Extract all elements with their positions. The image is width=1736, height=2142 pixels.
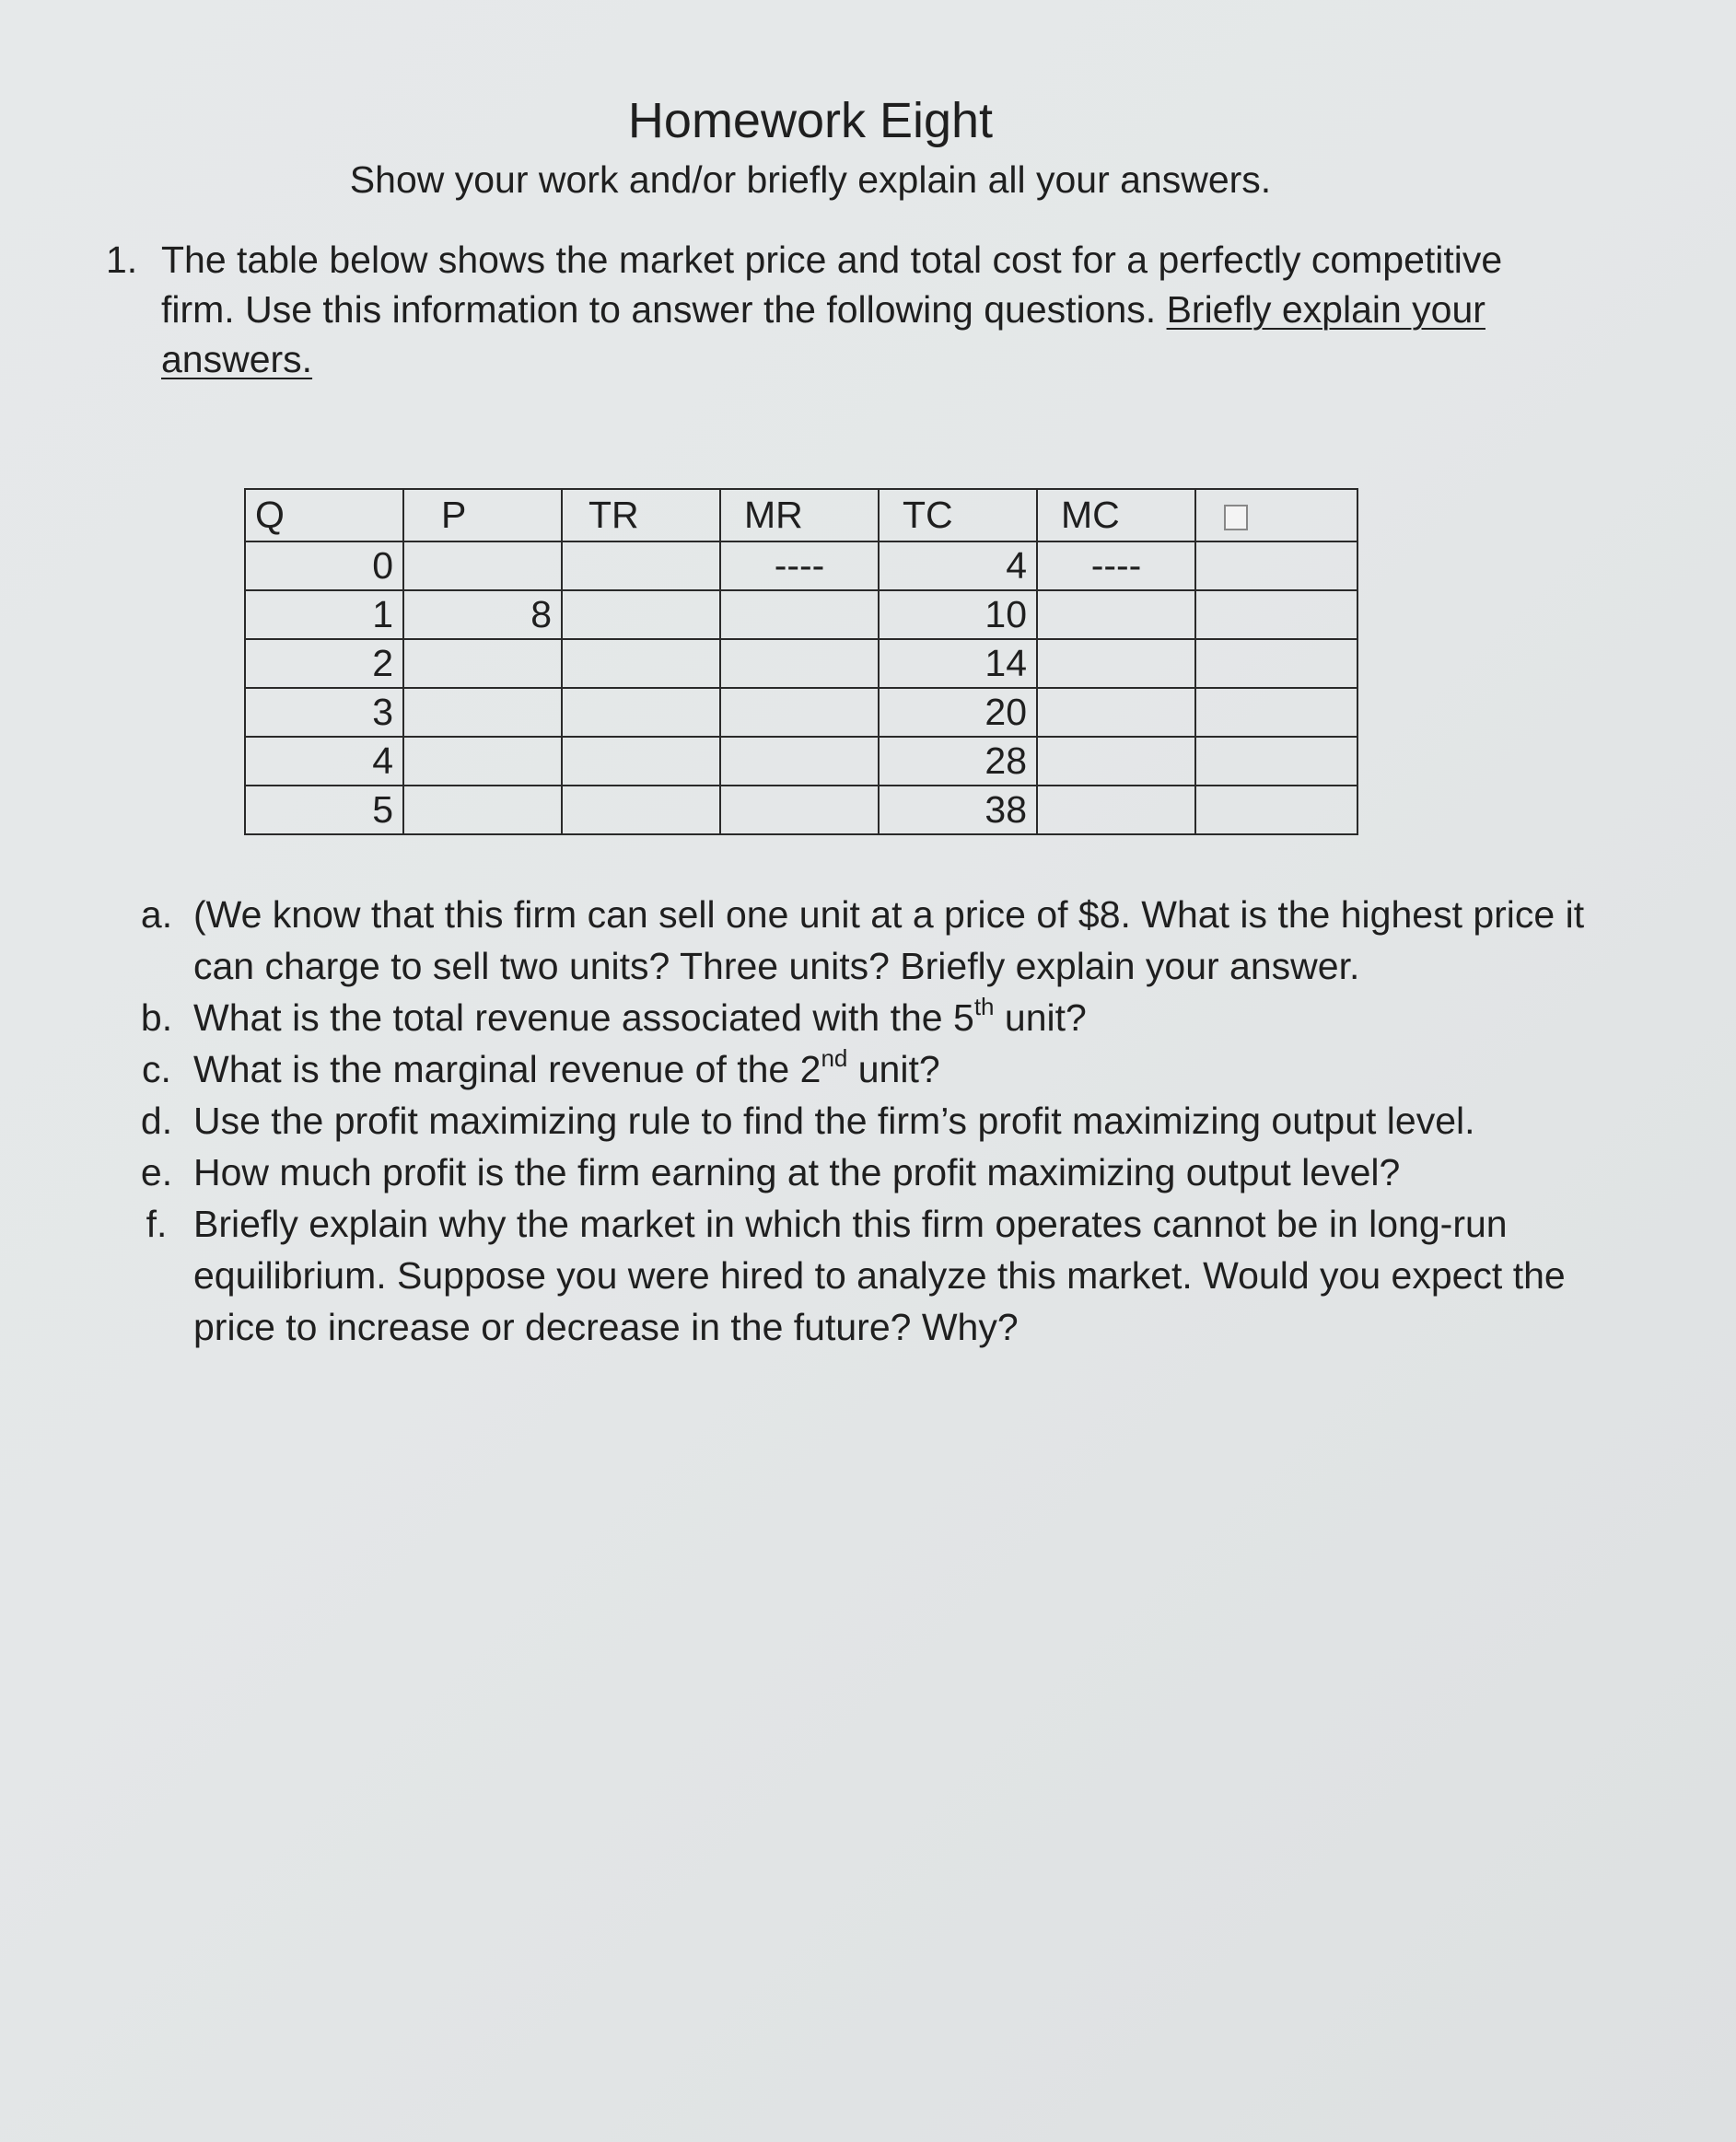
table-row bbox=[245, 541, 1357, 590]
part-text-sup: nd bbox=[821, 1044, 848, 1073]
question-number: 1. bbox=[106, 239, 138, 281]
cell-p bbox=[403, 737, 562, 786]
page-title: Homework Eight bbox=[627, 93, 994, 148]
cell-mr bbox=[720, 688, 879, 737]
question-text: The table below shows the market price and total cost for a perfectly competitive firm. Use this information to answer the following questions. bbox=[161, 239, 1503, 331]
part-e bbox=[129, 1147, 1602, 1198]
table-header-row bbox=[245, 489, 1357, 541]
cell-q: 0 bbox=[245, 541, 403, 590]
cell-mr bbox=[720, 737, 879, 786]
header-p: P bbox=[403, 489, 562, 541]
cell-mc bbox=[1037, 639, 1195, 688]
cell-extra bbox=[1195, 639, 1357, 688]
cell-tr bbox=[562, 786, 720, 834]
header-tr: TR bbox=[562, 489, 720, 541]
part-text: Briefly explain why the market in which this firm operates cannot be in long-run equilibrium. Suppose you were hired to analyze this market. Would you expect the price to increase or decrease in the future? Why? bbox=[193, 1203, 1566, 1348]
cell-tc: 28 bbox=[879, 737, 1037, 786]
cell-mc bbox=[1037, 590, 1195, 639]
cell-p: 8 bbox=[403, 590, 562, 639]
cell-extra bbox=[1195, 786, 1357, 834]
part-text-pre: What is the total revenue associated with the 5 bbox=[193, 996, 974, 1039]
part-text-post: unit? bbox=[847, 1048, 940, 1090]
table-row bbox=[245, 786, 1357, 834]
checkbox-placeholder-icon bbox=[1224, 505, 1248, 530]
cell-tr bbox=[562, 639, 720, 688]
cell-p bbox=[403, 688, 562, 737]
part-text: How much profit is the firm earning at the profit maximizing output level? bbox=[193, 1151, 1401, 1193]
cell-tc: 14 bbox=[879, 639, 1037, 688]
cell-extra bbox=[1195, 541, 1357, 590]
cell-tc: 38 bbox=[879, 786, 1037, 834]
cell-q: 5 bbox=[245, 786, 403, 834]
cell-q: 4 bbox=[245, 737, 403, 786]
cell-mc: ---- bbox=[1037, 541, 1195, 590]
cell-q: 3 bbox=[245, 688, 403, 737]
sub-questions bbox=[129, 889, 1602, 1353]
cell-tr bbox=[562, 688, 720, 737]
cell-mr bbox=[720, 639, 879, 688]
part-text-post: unit? bbox=[994, 996, 1087, 1039]
header-mc: MC bbox=[1037, 489, 1195, 541]
part-text-sup: th bbox=[973, 993, 995, 1021]
question-underlined-text: Briefly explain your answers. bbox=[161, 288, 1486, 380]
question-text-block bbox=[161, 235, 1579, 384]
cell-tr bbox=[562, 737, 720, 786]
part-a bbox=[129, 889, 1602, 992]
part-text-pre: What is the marginal revenue of the 2 bbox=[193, 1048, 821, 1090]
table-row bbox=[245, 737, 1357, 786]
part-text: Use the profit maximizing rule to find the firm’s profit maximizing output level. bbox=[193, 1100, 1475, 1142]
header-mr: MR bbox=[720, 489, 879, 541]
part-text: (We know that this firm can sell one unit at a price of $8. What is the highest price it can charge to sell two units? Three units? Briefly explain your answer. bbox=[193, 893, 1585, 987]
cell-mc bbox=[1037, 688, 1195, 737]
cell-p bbox=[403, 639, 562, 688]
cell-extra bbox=[1195, 737, 1357, 786]
question-1 bbox=[106, 235, 1579, 384]
cell-extra bbox=[1195, 590, 1357, 639]
cell-extra bbox=[1195, 688, 1357, 737]
cell-p bbox=[403, 786, 562, 834]
part-b bbox=[129, 992, 1602, 1043]
cell-mc bbox=[1037, 786, 1195, 834]
cell-q: 2 bbox=[245, 639, 403, 688]
cell-mr: ---- bbox=[720, 541, 879, 590]
part-label: d. bbox=[140, 1100, 173, 1142]
part-c bbox=[129, 1043, 1602, 1095]
part-label: a. bbox=[140, 893, 173, 936]
cell-tc: 4 bbox=[879, 541, 1037, 590]
header-q: Q bbox=[245, 489, 403, 541]
cell-mr bbox=[720, 786, 879, 834]
part-label: b. bbox=[140, 996, 173, 1039]
part-label: f. bbox=[146, 1203, 168, 1245]
header-tc: TC bbox=[879, 489, 1037, 541]
table-row bbox=[245, 590, 1357, 639]
cost-revenue-table bbox=[244, 488, 1358, 835]
cell-tc: 10 bbox=[879, 590, 1037, 639]
cell-tc: 20 bbox=[879, 688, 1037, 737]
table-row bbox=[245, 688, 1357, 737]
cell-p bbox=[403, 541, 562, 590]
cell-tr bbox=[562, 590, 720, 639]
cell-tr bbox=[562, 541, 720, 590]
part-label: e. bbox=[140, 1151, 173, 1193]
part-label: c. bbox=[142, 1048, 171, 1090]
cell-mc bbox=[1037, 737, 1195, 786]
cell-q: 1 bbox=[245, 590, 403, 639]
table-row bbox=[245, 639, 1357, 688]
cell-mr bbox=[720, 590, 879, 639]
page-subtitle: Show your work and/or briefly explain all your answers. bbox=[349, 158, 1272, 201]
part-d bbox=[129, 1095, 1602, 1147]
header-extra bbox=[1195, 489, 1357, 541]
part-f bbox=[129, 1198, 1602, 1353]
